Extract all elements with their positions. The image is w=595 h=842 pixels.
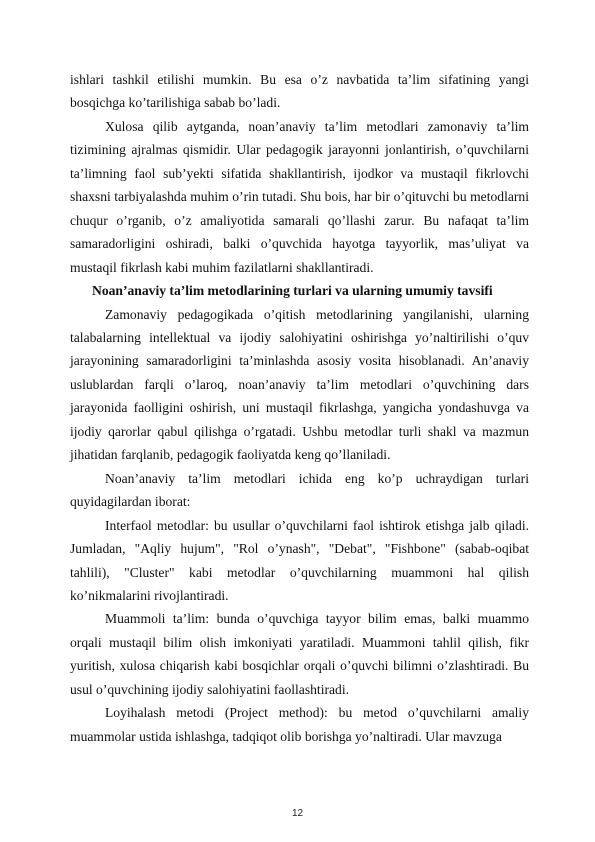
paragraph-types-lead: Noan’anaviy ta’lim metodlari ichida eng ko’p uchraydigan turlari quyidagilardan iborat:: [70, 470, 529, 510]
paragraph-project-method: Loyihalash metodi (Project method): bu metod o’quvchilarni amaliy muammolar ustida ishlashga, tadqiqot olib borishga yo’naltiradi. Ular mavzuga: [70, 705, 529, 744]
section-heading: Noan’anaviy ta’lim metodlarining turlari va ularning umumiy tavsifi: [92, 283, 493, 299]
paragraph-intro: Zamonaviy pedagogikada o’qitish metodlarining yangilanishi, ularning talabalarning intellektual va ijodiy salohiyatini oshirishga yo’naltirilishi o’quv jarayonining samaradorligini ta’minlashda asosiy vosita hisoblanadi. An’anaviy uslublardan farqli o’laroq, noan’anaviy ta’lim metodlari o’quvchining dars jarayonida faolligini oshirish, uni mustaqil fikrlashga, yangicha yondashuvga va ijodiy qarorlar qabul qilishga o’rgatadi. Ushbu metodlar turli shakl va mazmun jihatidan farqlanib, pedagogik faoliyatda keng qo’llaniladi.: [70, 306, 529, 463]
document-page: [70, 68, 529, 748]
page-number: 12: [291, 808, 304, 819]
paragraph-problem-learning: Muammoli ta’lim: bunda o’quvchiga tayyor bilim emas, balki muammo orqali mustaqil bilim olish imkoniyati yaratiladi. Muammoni tahlil qilish, fikr yuritish, xulosa chiqarish kabi bosqichlar orqali o’quvchi bilimni o’zlashtiradi. Bu usul o’quvchining ijodiy salohiyatini faollashtiradi.: [70, 611, 529, 697]
paragraph-conclusion: Xulosa qilib aytganda, noan’anaviy ta’lim metodlari zamonaviy ta’lim tizimining ajralmas qismidir. Ular pedagogik jarayonni jonlantirish, o’quvchilarni ta’limning faol sub’yekti sifatida shakllantirish, ijodkor va mustaqil fikrlovchi shaxsni tarbiyalashda muhim o’rin tutadi. Shu bois, har bir o’qituvchi bu metodlarni chuqur o’rganib, o’z amaliyotida samarali qo’llashi zarur. Bu nafaqat ta’lim samaradorligini oshiradi, balki o’quvchida hayotga tayyorlik, mas’uliyat va mustaqil fikrlash kabi muhim fazilatlarni shakllantiradi.: [70, 118, 529, 275]
paragraph-interactive-methods: Interfaol metodlar: bu usullar o’quvchilarni faol ishtirok etishga jalb qiladi. Jumladan, "Aqliy hujum", "Rol o’ynash", "Debat", "Fishbone" (sabab-oqibat tahlili), "Cluster" kabi metodlar o’quvchilarning muammoni hal qilish ko’nikmalarini rivojlantiradi.: [70, 517, 529, 603]
paragraph-continuation: ishlari tashkil etilishi mumkin. Bu esa o’z navbatida ta’lim sifatining yangi bosqichga ko’tarilishiga sabab bo’ladi.: [70, 72, 529, 111]
